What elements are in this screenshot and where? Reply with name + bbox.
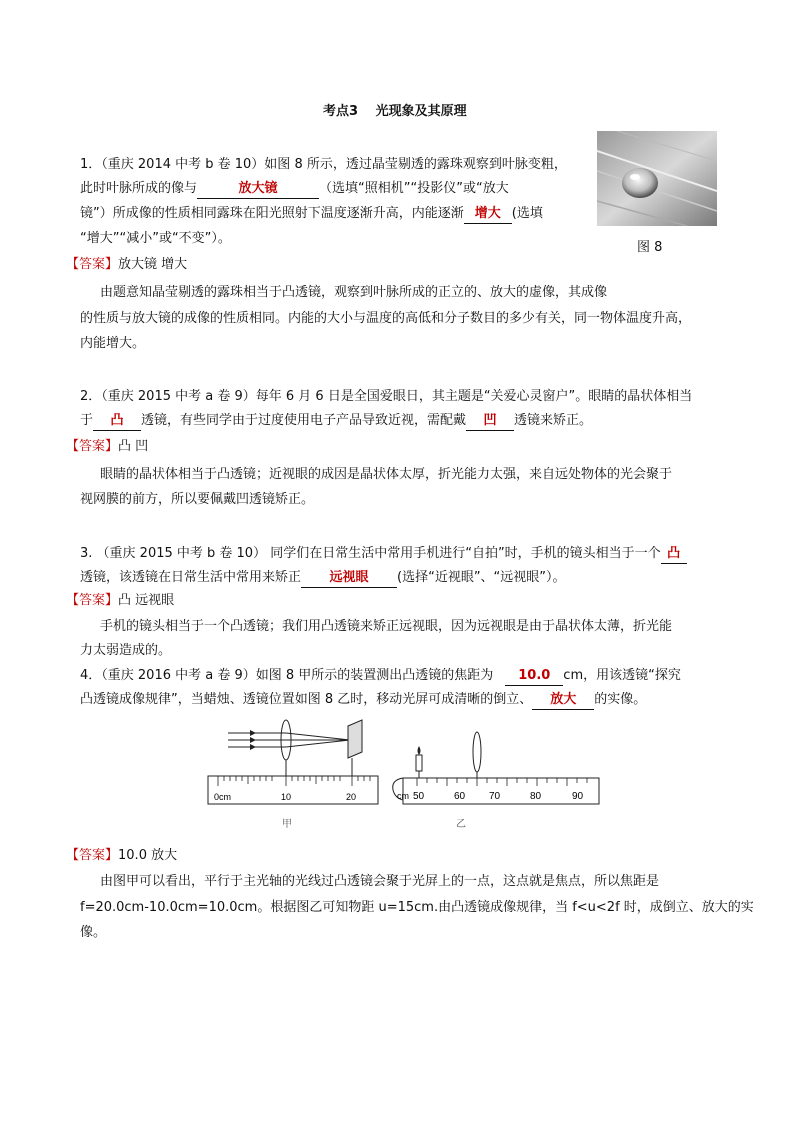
q3-explanation-2: 力太弱造成的。 bbox=[80, 643, 172, 658]
q4-answer: 【答案】10.0 放大 bbox=[66, 848, 178, 863]
figure-b-caption: 乙 bbox=[456, 819, 466, 830]
q1-blank-1: 放大镜 bbox=[197, 180, 319, 199]
dewdrop-photo bbox=[597, 131, 717, 226]
fig-b-tick-70: 70 bbox=[489, 791, 501, 802]
fig-a-tick-10: 10 bbox=[281, 792, 292, 802]
q2-answer: 【答案】凸 凹 bbox=[66, 439, 149, 454]
q4-line-2: 凸透镜成像规律”，当蜡烛、透镜位置如图 8 乙时，移动光屏可成清晰的倒立、 放大 的实像。 bbox=[80, 691, 646, 710]
q2-explanation-1: 眼睛的晶状体相当于凸透镜；近视眼的成因是晶状体太厚，折光能力太强，来自远处物体的光会聚于 bbox=[100, 467, 673, 482]
fig-b-tick-90: 90 bbox=[572, 791, 584, 802]
q1-explanation-2: 的性质与放大镜的成像的性质相同。内能的大小与温度的高低和分子数目的多少有关，同一物体温度升高， bbox=[80, 311, 692, 326]
fig-a-tick-20: 20 bbox=[346, 792, 357, 802]
q2-line-2: 于 凸 透镜，有些同学由于过度使用电子产品导致近视，需配戴 凹 透镜来矫正。 bbox=[80, 412, 592, 431]
figure-8-caption: 图 8 bbox=[637, 240, 663, 255]
fig-b-tick-50: 50 bbox=[413, 791, 425, 802]
q1-explanation-1: 由题意知晶莹剔透的露珠相当于凸透镜，观察到叶脉所成的正立的、放大的虚像，其成像 bbox=[100, 285, 608, 300]
figure-a-focal-length bbox=[200, 718, 380, 808]
q1-line-2: 此时叶脉所成的像与 放大镜 （选填“照相机”“投影仪”或“放大 bbox=[80, 180, 509, 199]
figure-a-caption: 甲 bbox=[282, 819, 292, 830]
q1-answer: 【答案】放大镜 增大 bbox=[66, 257, 188, 272]
q4-line-1: 4．（重庆 2016 中考 a 卷 9）如图 8 甲所示的装置测出凸透镜的焦距为 10.0 cm，用该透镜“探究 bbox=[80, 667, 681, 686]
q1-blank-2: 增大 bbox=[464, 205, 512, 224]
fig-b-tick-80: 80 bbox=[530, 791, 542, 802]
q4-explanation-1: 由图甲可以看出，平行于主光轴的光线过凸透镜会聚于光屏上的一点，这点就是焦点，所以焦距是 bbox=[100, 874, 660, 889]
q4-explanation-2: f=20.0cm-10.0cm=10.0cm。根据图乙可知物距 u=15cm.由凸透镜成像规律，当 f<u<2f 时，成倒立、放大的实 bbox=[80, 900, 754, 915]
q1-line-4: “增大”“减小”或“不变”）。 bbox=[80, 231, 231, 246]
q1-line-3: 镜”）所成像的性质相同露珠在阳光照射下温度逐渐升高，内能逐渐 增大 (选填 bbox=[80, 205, 543, 224]
page-title: 考点3 光现象及其原理 bbox=[323, 104, 467, 119]
q3-line-1: 3. （重庆 2015 中考 b 卷 10） 同学们在日常生活中常用手机进行“自拍”时，手机的镜头相当于一个 凸 bbox=[80, 545, 687, 564]
figure-b-imaging-setup bbox=[385, 728, 605, 813]
q3-blank-1: 凸 bbox=[661, 545, 687, 564]
q2-blank-1: 凸 bbox=[93, 412, 141, 431]
q3-blank-2: 远视眼 bbox=[301, 569, 397, 588]
fig-b-tick-60: 60 bbox=[454, 791, 466, 802]
fig-a-tick-0: 0cm bbox=[214, 792, 232, 802]
q1-explanation-3: 内能增大。 bbox=[80, 336, 146, 351]
q1-line-1: 1．（重庆 2014 中考 b 卷 10）如图 8 所示，透过晶莹剔透的露珠观察到叶脉变粗， bbox=[80, 157, 567, 172]
fig-b-tick-cm: cm bbox=[397, 791, 409, 801]
q4-blank-1: 10.0 bbox=[505, 667, 563, 686]
q3-explanation-1: 手机的镜头相当于一个凸透镜；我们用凸透镜来矫正远视眼，因为远视眼是由于晶状体太薄，折光能 bbox=[100, 619, 673, 634]
q2-explanation-2: 视网膜的前方，所以要佩戴凹透镜矫正。 bbox=[80, 492, 315, 507]
q3-answer: 【答案】凸 远视眼 bbox=[66, 593, 175, 608]
q2-blank-2: 凹 bbox=[466, 412, 514, 431]
q4-explanation-3: 像。 bbox=[80, 925, 107, 940]
q3-line-2: 透镜，该透镜在日常生活中常用来矫正 远视眼 (选择“近视眼”、“远视眼”）。 bbox=[80, 569, 566, 588]
q4-blank-2: 放大 bbox=[532, 691, 594, 710]
q2-line-1: 2．（重庆 2015 中考 a 卷 9）每年 6 月 6 日是全国爱眼日，其主题是“关爱心灵窗户”。眼睛的晶状体相当 bbox=[80, 389, 693, 404]
